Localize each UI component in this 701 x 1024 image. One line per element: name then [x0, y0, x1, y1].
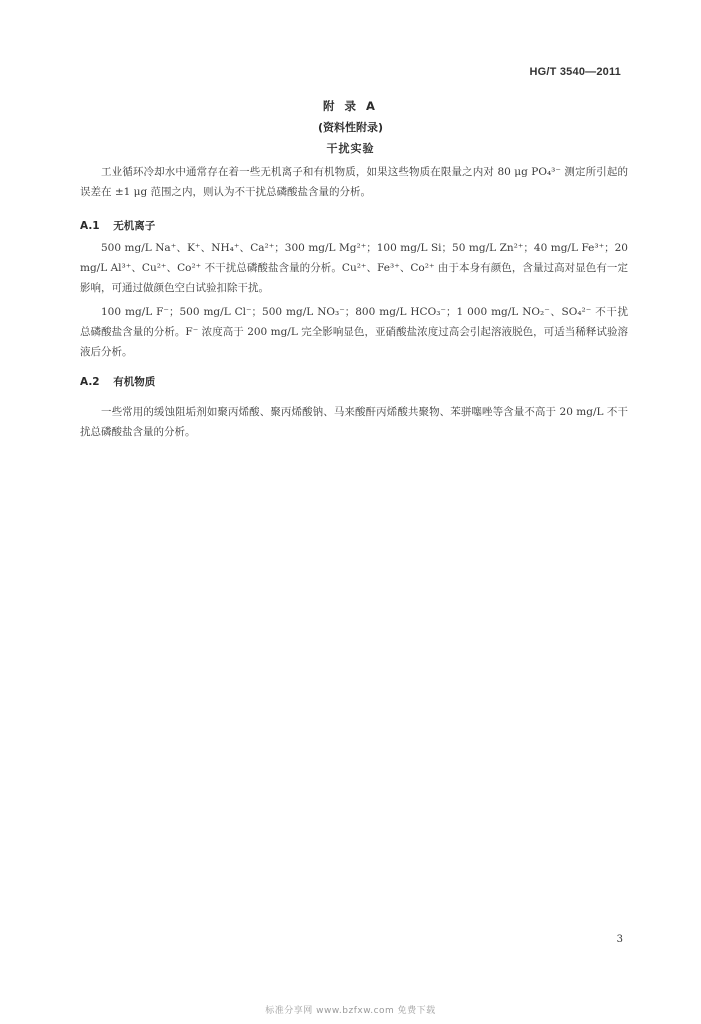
section-number: A.2	[80, 376, 100, 388]
standard-code: HG/T 3540—2011	[529, 66, 621, 78]
section-title: 无机离子	[113, 220, 156, 232]
section-heading-a1	[80, 218, 155, 233]
footer-watermark: 标准分享网 www.bzfxw.com 免费下载	[265, 1006, 436, 1016]
section-title: 有机物质	[113, 376, 156, 388]
section-a1-paragraph-1: 500 mg/L Na⁺、K⁺、NH₄⁺、Ca²⁺；300 mg/L Mg²⁺；100 mg/L Si；50 mg/L Zn²⁺；40 mg/L Fe³⁺；20 mg/L Al³⁺、Cu²⁺、Co²⁺ 不干扰总磷酸盐含量的分析。Cu²⁺、Fe³⁺、Co²⁺ 由于本身有颜色，含量过高对显色有一定影响，可通过做颜色空白试验扣除干扰。	[80, 242, 628, 294]
page-number: 3	[616, 934, 623, 945]
section-number: A.1	[80, 220, 100, 232]
section-a2-paragraph-1: 一些常用的缓蚀阻垢剂如聚丙烯酸、聚丙烯酸钠、马来酸酐丙烯酸共聚物、苯骈噻唑等含量不高于 20 mg/L 不干扰总磷酸盐含量的分析。	[80, 406, 628, 438]
intro-paragraph: 工业循环冷却水中通常存在着一些无机离子和有机物质，如果这些物质在限量之内对 80 μg PO₄³⁻ 测定所引起的误差在 ±1 μg 范围之内，则认为不干扰总磷酸盐含量的分析。	[80, 166, 628, 198]
annex-title: 附 录 A	[323, 99, 378, 113]
section-heading-a2	[80, 374, 155, 389]
annex-subtitle: (资料性附录)	[317, 121, 384, 134]
section-a1-paragraph-2: 100 mg/L F⁻；500 mg/L Cl⁻；500 mg/L NO₃⁻；800 mg/L HCO₃⁻；1 000 mg/L NO₂⁻、SO₄²⁻ 不干扰总磷酸盐含量的分析。F⁻ 浓度高于 200 mg/L 完全影响显色，亚硝酸盐浓度过高会引起溶液脱色，可适当稀释试验溶液后分析。	[80, 306, 628, 358]
annex-heading: 干扰实验	[326, 142, 375, 155]
